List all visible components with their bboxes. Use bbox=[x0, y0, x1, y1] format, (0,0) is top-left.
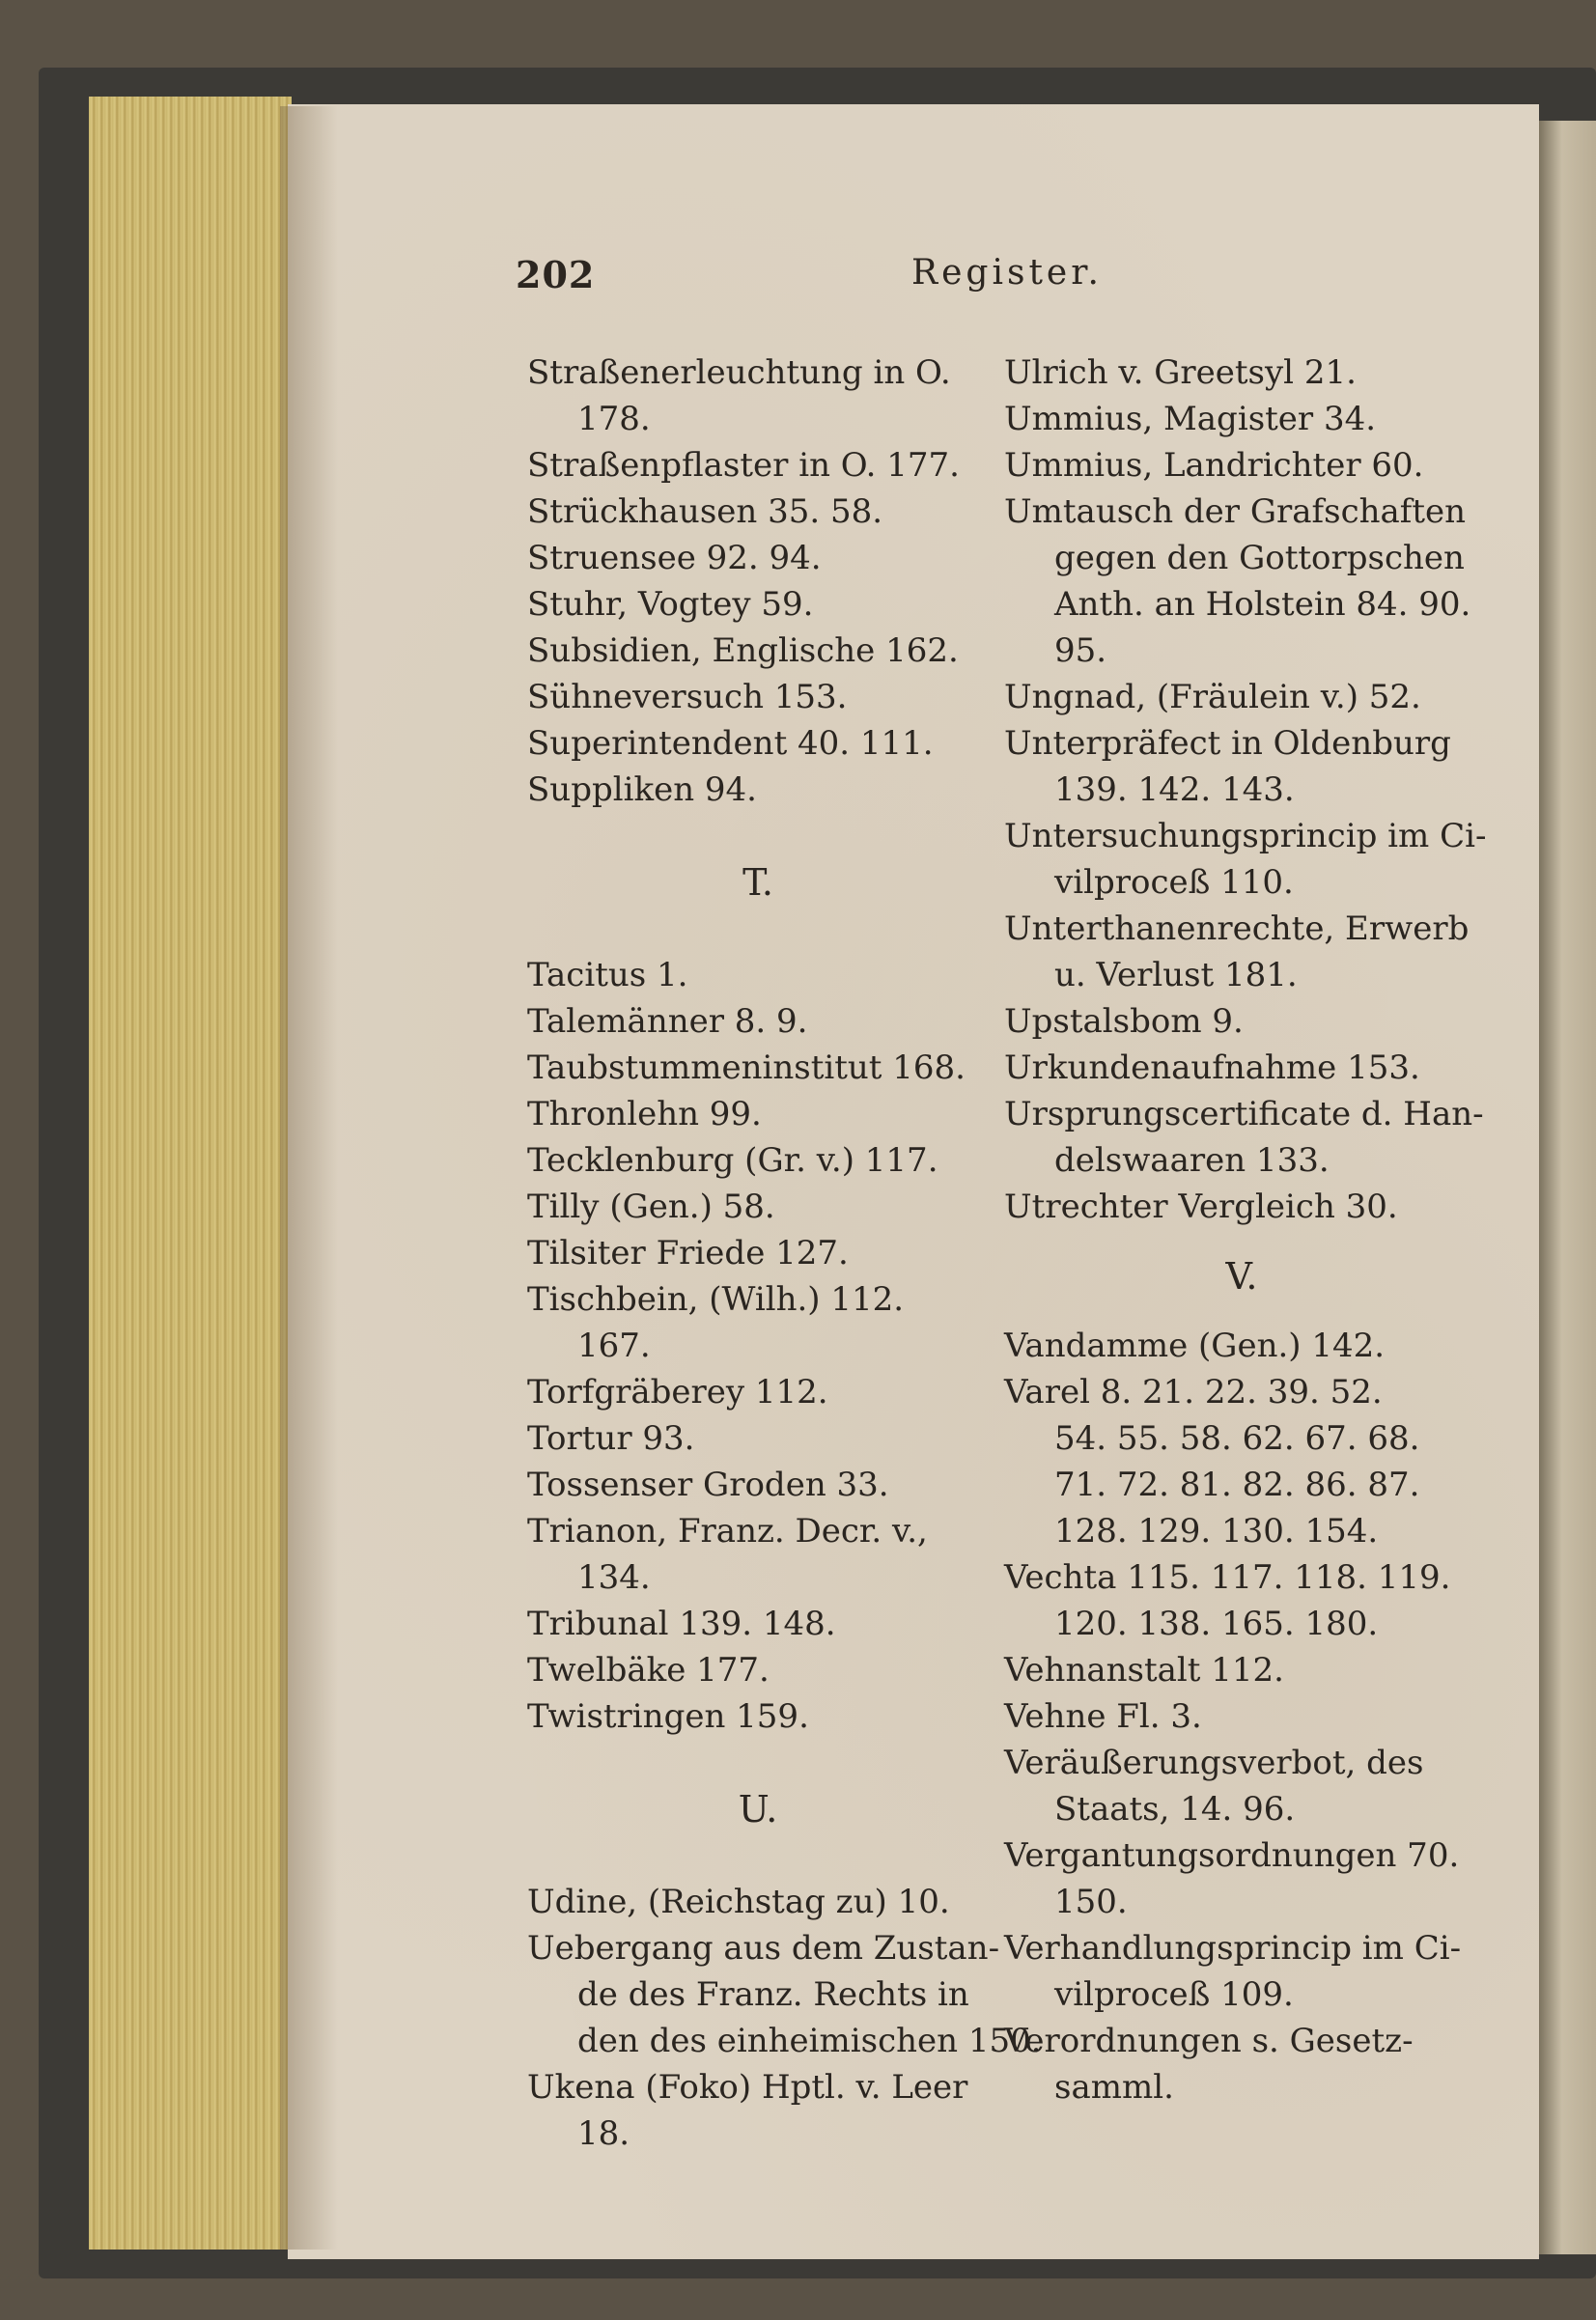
entry-headword-line: Umtausch der Grafschaften bbox=[1004, 492, 1467, 531]
entry-headword-line: Tecklenburg (Gr. v.) 117. bbox=[527, 1141, 938, 1180]
entry-continuation-line: 150. bbox=[1054, 1883, 1128, 1921]
entry-headword-line: Vehnanstalt 112. bbox=[1004, 1651, 1284, 1690]
index-column-left bbox=[527, 349, 1042, 2157]
index-entry bbox=[527, 1230, 989, 1276]
entry-headword-line: Vergantungsordnungen 70. bbox=[1004, 1836, 1460, 1875]
entry-continuation-line: vilproceß 110. bbox=[1054, 863, 1294, 902]
entry-continuation-line: gegen den Gottorpschen bbox=[1054, 539, 1465, 577]
index-entry bbox=[527, 581, 989, 628]
index-entry bbox=[527, 952, 989, 998]
entry-headword-line: Tilsiter Friede 127. bbox=[527, 1234, 849, 1272]
running-head bbox=[516, 253, 1520, 301]
page-edges bbox=[89, 97, 292, 2250]
index-entry bbox=[1004, 1045, 1479, 1091]
entry-headword-line: Stuhr, Vogtey 59. bbox=[527, 585, 814, 624]
index-entry bbox=[1004, 396, 1479, 442]
entry-headword-line: Trianon, Franz. Decr. v., bbox=[527, 1512, 928, 1551]
entry-headword-line: Utrechter Vergleich 30. bbox=[1004, 1188, 1398, 1226]
index-entry bbox=[527, 720, 989, 767]
entry-headword-line: Struensee 92. 94. bbox=[527, 539, 822, 577]
page-title: Register. bbox=[911, 253, 1103, 293]
index-column-right bbox=[1004, 349, 1487, 2110]
index-entry bbox=[527, 442, 989, 489]
index-entry bbox=[527, 349, 989, 442]
page-gutter-shadow bbox=[280, 106, 338, 2250]
index-entry bbox=[527, 1462, 989, 1508]
entry-continuation-line: vilproceß 109. bbox=[1054, 1975, 1294, 2014]
entry-headword-line: Veräußerungsverbot, des bbox=[1004, 1744, 1424, 1782]
index-entry bbox=[527, 1276, 989, 1369]
index-entry bbox=[527, 1601, 989, 1647]
entry-headword-line: Verordnungen s. Gesetz- bbox=[1004, 2022, 1414, 2060]
entry-headword-line: Varel 8. 21. 22. 39. 52. bbox=[1004, 1373, 1383, 1412]
entry-headword-line: Suppliken 94. bbox=[527, 770, 757, 809]
section-gap bbox=[1004, 1230, 1479, 1253]
index-entry bbox=[1004, 1647, 1479, 1693]
entry-headword-line: Tortur 93. bbox=[527, 1419, 695, 1458]
index-entry bbox=[1004, 1925, 1479, 2018]
entry-headword-line: Straßenpflaster in O. 177. bbox=[527, 446, 960, 485]
index-entry bbox=[527, 535, 989, 581]
index-entry bbox=[527, 1091, 989, 1137]
index-entry bbox=[1004, 1369, 1479, 1554]
entry-headword-line: Tossenser Groden 33. bbox=[527, 1466, 889, 1504]
entry-headword-line: Tilly (Gen.) 58. bbox=[527, 1188, 775, 1226]
entry-headword-line: Ummius, Magister 34. bbox=[1004, 400, 1377, 438]
index-entry bbox=[1004, 1091, 1484, 1184]
entry-continuation-line: 139. 142. 143. bbox=[1054, 770, 1295, 809]
entry-continuation-line: 18. bbox=[577, 2114, 630, 2153]
entry-continuation-line: de des Franz. Rechts in bbox=[577, 1975, 969, 2014]
letter-heading: V. bbox=[1225, 1255, 1258, 1298]
index-entry bbox=[527, 1879, 989, 1925]
index-entry bbox=[527, 489, 989, 535]
entry-continuation-line: samml. bbox=[1054, 2068, 1174, 2107]
entry-headword-line: Sühneversuch 153. bbox=[527, 678, 848, 716]
section-gap bbox=[1004, 1300, 1479, 1323]
section-gap bbox=[527, 906, 989, 952]
entry-headword-line: Udine, (Reichstag zu) 10. bbox=[527, 1883, 950, 1921]
entry-continuation-line: 178. bbox=[577, 400, 651, 438]
entry-headword-line: Tischbein, (Wilh.) 112. bbox=[527, 1280, 905, 1319]
index-entry bbox=[527, 1045, 989, 1091]
index-entry bbox=[527, 1369, 989, 1415]
page-number: 202 bbox=[516, 253, 596, 296]
index-entry bbox=[1004, 1323, 1479, 1369]
entry-continuation-line: 134. bbox=[577, 1558, 651, 1597]
section-gap bbox=[527, 1832, 989, 1879]
entry-continuation-line: 54. 55. 58. 62. 67. 68. bbox=[1054, 1419, 1420, 1458]
entry-continuation-line: den des einheimischen 150. bbox=[577, 2022, 1042, 2060]
entry-continuation-line: delswaaren 133. bbox=[1054, 1141, 1330, 1180]
index-entry bbox=[1004, 1184, 1479, 1230]
index-entry bbox=[1004, 998, 1479, 1045]
entry-headword-line: Ungnad, (Fräulein v.) 52. bbox=[1004, 678, 1421, 716]
index-entry bbox=[1004, 906, 1479, 998]
index-entry bbox=[527, 1508, 989, 1601]
index-entry bbox=[527, 1137, 989, 1184]
entry-headword-line: Strückhausen 35. 58. bbox=[527, 492, 883, 531]
index-entry bbox=[527, 674, 989, 720]
entry-headword-line: Upstalsbom 9. bbox=[1004, 1002, 1244, 1041]
index-entry bbox=[527, 998, 989, 1045]
letter-heading: U. bbox=[738, 1788, 778, 1831]
letter-heading: T. bbox=[742, 861, 773, 904]
entry-headword-line: Verhandlungsprincip im Ci- bbox=[1004, 1929, 1462, 1968]
entry-headword-line: Talemänner 8. 9. bbox=[527, 1002, 808, 1041]
entry-headword-line: Torfgräberey 112. bbox=[527, 1373, 828, 1412]
index-entry bbox=[1004, 349, 1479, 396]
index-entry bbox=[1004, 1693, 1479, 1740]
index-entry bbox=[1004, 720, 1479, 813]
entry-headword-line: Taubstummeninstitut 168. bbox=[527, 1048, 966, 1087]
entry-headword-line: Tacitus 1. bbox=[527, 956, 688, 994]
entry-continuation-line: 95. bbox=[1054, 631, 1107, 670]
entry-headword-line: Twelbäke 177. bbox=[527, 1651, 770, 1690]
index-entry bbox=[1004, 2018, 1479, 2110]
entry-headword-line: Tribunal 139. 148. bbox=[527, 1605, 836, 1643]
entry-headword-line: Superintendent 40. 111. bbox=[527, 724, 934, 763]
entry-headword-line: Subsidien, Englische 162. bbox=[527, 631, 959, 670]
entry-headword-line: Twistringen 159. bbox=[527, 1697, 809, 1736]
entry-continuation-line: 120. 138. 165. 180. bbox=[1054, 1605, 1379, 1643]
entry-continuation-line: 71. 72. 81. 82. 86. 87. bbox=[1054, 1466, 1420, 1504]
entry-headword-line: Untersuchungsprincip im Ci- bbox=[1004, 817, 1487, 855]
index-entry bbox=[1004, 813, 1487, 906]
index-entry bbox=[527, 1925, 1042, 2064]
entry-headword-line: Straßenerleuchtung in O. bbox=[527, 353, 951, 392]
entry-continuation-line: Anth. an Holstein 84. 90. bbox=[1054, 585, 1471, 624]
index-entry bbox=[527, 628, 989, 674]
entry-headword-line: Unterthanenrechte, Erwerb bbox=[1004, 909, 1470, 948]
entry-headword-line: Vehne Fl. 3. bbox=[1004, 1697, 1202, 1736]
entry-headword-line: Ukena (Foko) Hptl. v. Leer bbox=[527, 2068, 968, 2107]
entry-headword-line: Uebergang aus dem Zustan- bbox=[527, 1929, 1000, 1968]
entry-headword-line: Vandamme (Gen.) 142. bbox=[1004, 1327, 1386, 1365]
index-entry bbox=[1004, 489, 1479, 674]
index-entry bbox=[1004, 674, 1479, 720]
entry-headword-line: Ummius, Landrichter 60. bbox=[1004, 446, 1424, 485]
section-gap bbox=[527, 813, 989, 859]
entry-headword-line: Vechta 115. 117. 118. 119. bbox=[1004, 1558, 1451, 1597]
index-entry bbox=[1004, 1554, 1479, 1647]
entry-continuation-line: 128. 129. 130. 154. bbox=[1054, 1512, 1379, 1551]
index-entry bbox=[527, 1415, 989, 1462]
index-entry bbox=[527, 1693, 989, 1740]
entry-headword-line: Unterpräfect in Oldenburg bbox=[1004, 724, 1451, 763]
facing-page-edge bbox=[1539, 121, 1596, 2254]
index-entry bbox=[527, 1184, 989, 1230]
entry-headword-line: Ulrich v. Greetsyl 21. bbox=[1004, 353, 1357, 392]
index-entry bbox=[1004, 1740, 1479, 1832]
section-gap bbox=[527, 1740, 989, 1786]
entry-continuation-line: u. Verlust 181. bbox=[1054, 956, 1298, 994]
entry-continuation-line: Staats, 14. 96. bbox=[1054, 1790, 1296, 1829]
index-entry bbox=[1004, 442, 1479, 489]
index-entry bbox=[527, 2064, 989, 2157]
entry-headword-line: Ursprungscertificate d. Han- bbox=[1004, 1095, 1484, 1133]
index-entry bbox=[527, 1647, 989, 1693]
index-entry bbox=[527, 767, 989, 813]
index-entry bbox=[1004, 1832, 1479, 1925]
entry-continuation-line: 167. bbox=[577, 1327, 651, 1365]
entry-headword-line: Thronlehn 99. bbox=[527, 1095, 762, 1133]
entry-headword-line: Urkundenaufnahme 153. bbox=[1004, 1048, 1420, 1087]
